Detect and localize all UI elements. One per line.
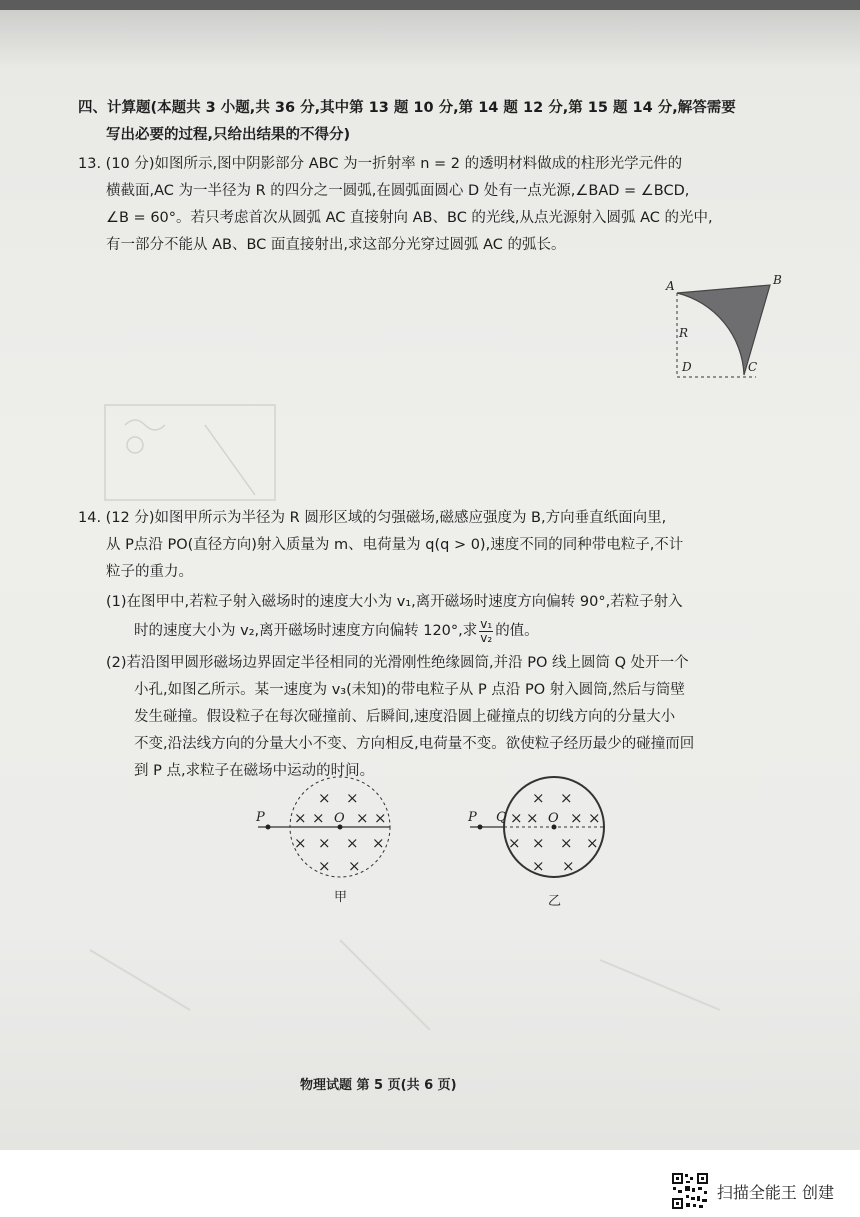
figure-yi: [462, 775, 622, 915]
q14-part1-text-b: 的值。: [495, 623, 539, 639]
label-A: A: [666, 279, 675, 293]
svg-text:×: ×: [318, 857, 331, 875]
svg-text:×: ×: [318, 834, 331, 852]
label-O: O: [548, 811, 559, 826]
q14-part2-line5: 到 P 点,求粒子在磁场中运动的时间。: [134, 763, 375, 779]
q13-line4: 有一部分不能从 AB、BC 面直接射出,求这部分光穿过圆弧 AC 的弧长。: [106, 237, 566, 253]
svg-text:×: ×: [356, 809, 369, 827]
q14-part2-line2: 小孔,如图乙所示。某一速度为 v₃(未知)的带电粒子从 P 点沿 PO 射入圆筒,然后与筒壁: [134, 682, 685, 698]
svg-text:×: ×: [562, 857, 575, 875]
svg-text:×: ×: [532, 789, 545, 807]
fraction-numerator: v₁: [480, 617, 493, 631]
scanner-watermark: [671, 1172, 834, 1210]
svg-text:×: ×: [560, 789, 573, 807]
svg-text:×: ×: [532, 834, 545, 852]
bleed-through-sketch: [95, 385, 325, 515]
svg-text:×: ×: [372, 834, 385, 852]
q14-part1-text-a: 时的速度大小为 v₂,离开磁场时速度方向偏转 120°,求: [134, 623, 478, 639]
svg-text:×: ×: [318, 789, 331, 807]
svg-text:×: ×: [526, 809, 539, 827]
page-top-edge: [0, 0, 860, 10]
svg-text:×: ×: [312, 809, 325, 827]
q14-part2-line4: 不变,沿法线方向的分量大小不变、方向相反,电荷量不变。欲使粒子经历最少的碰撞而回: [134, 736, 695, 752]
section-heading-line1: 四、计算题(本题共 3 小题,共 36 分,其中第 13 题 10 分,第 14 题 12 分,第 15 题 14 分,解答需要: [78, 100, 736, 116]
label-R: R: [679, 326, 689, 340]
q14-part2-line3: 发生碰撞。假设粒子在每次碰撞前、后瞬间,速度沿圆上碰撞点的切线方向的分量大小: [134, 709, 676, 725]
svg-text:×: ×: [510, 809, 523, 827]
svg-text:×: ×: [560, 834, 573, 852]
caption-jia: 甲: [334, 890, 348, 905]
svg-text:×: ×: [294, 809, 307, 827]
figure-jia: [250, 775, 410, 910]
q13-line2: 横截面,AC 为一半径为 R 的四分之一圆弧,在圆弧面圆心 D 处有一点光源,∠BAD = ∠BCD,: [106, 183, 690, 199]
label-Q: Q: [496, 810, 507, 825]
q14-part1-line1: (1)在图甲中,若粒子射入磁场时的速度大小为 v₁,离开磁场时速度方向偏转 90°,若粒子射入: [106, 594, 683, 610]
q14-line3: 粒子的重力。: [106, 564, 193, 580]
svg-text:×: ×: [532, 857, 545, 875]
label-O: O: [334, 811, 345, 826]
svg-text:×: ×: [586, 834, 599, 852]
fraction-v1-v2: [479, 618, 493, 645]
q13-figure: [660, 270, 790, 385]
qr-code-icon: [671, 1172, 709, 1210]
q14-part1-line2: [134, 618, 539, 645]
label-C: C: [748, 360, 758, 374]
svg-text:×: ×: [346, 834, 359, 852]
label-B: B: [773, 273, 782, 287]
section-heading-line2: 写出必要的过程,只给出结果的不得分): [106, 127, 351, 143]
svg-text:×: ×: [588, 809, 601, 827]
page-footer: 物理试题 第 5 页(共 6 页): [300, 1078, 457, 1093]
q14-part2-line1: (2)若沿图甲圆形磁场边界固定半径相同的光滑刚性绝缘圆筒,并沿 PO 线上圆筒 Q 处开一个: [106, 655, 689, 671]
q14-line2: 从 P点沿 PO(直径方向)射入质量为 m、电荷量为 q(q > 0),速度不同的同种带电粒子,不计: [106, 537, 684, 553]
fraction-denominator: v₂: [480, 631, 493, 645]
label-P: P: [256, 810, 265, 825]
svg-text:×: ×: [346, 789, 359, 807]
svg-text:×: ×: [348, 857, 361, 875]
svg-text:×: ×: [508, 834, 521, 852]
q14-line1: 14. (12 分)如图甲所示为半径为 R 圆形区域的匀强磁场,磁感应强度为 B,方向垂直纸面向里,: [78, 510, 667, 526]
label-D: D: [682, 360, 692, 374]
caption-yi: 乙: [548, 894, 562, 909]
svg-text:×: ×: [374, 809, 387, 827]
svg-text:×: ×: [294, 834, 307, 852]
bleed-through-sketch-bottom: [80, 920, 780, 1060]
label-P: P: [468, 810, 477, 825]
svg-text:×: ×: [570, 809, 583, 827]
watermark-text: 扫描全能王 创建: [716, 1182, 834, 1202]
q13-line1: 13. (10 分)如图所示,图中阴影部分 ABC 为一折射率 n = 2 的透明材料做成的柱形光学元件的: [78, 156, 683, 172]
q13-line3: ∠B = 60°。若只考虑首次从圆弧 AC 直接射向 AB、BC 的光线,从点光源射入圆弧 AC 的光中,: [106, 210, 713, 226]
